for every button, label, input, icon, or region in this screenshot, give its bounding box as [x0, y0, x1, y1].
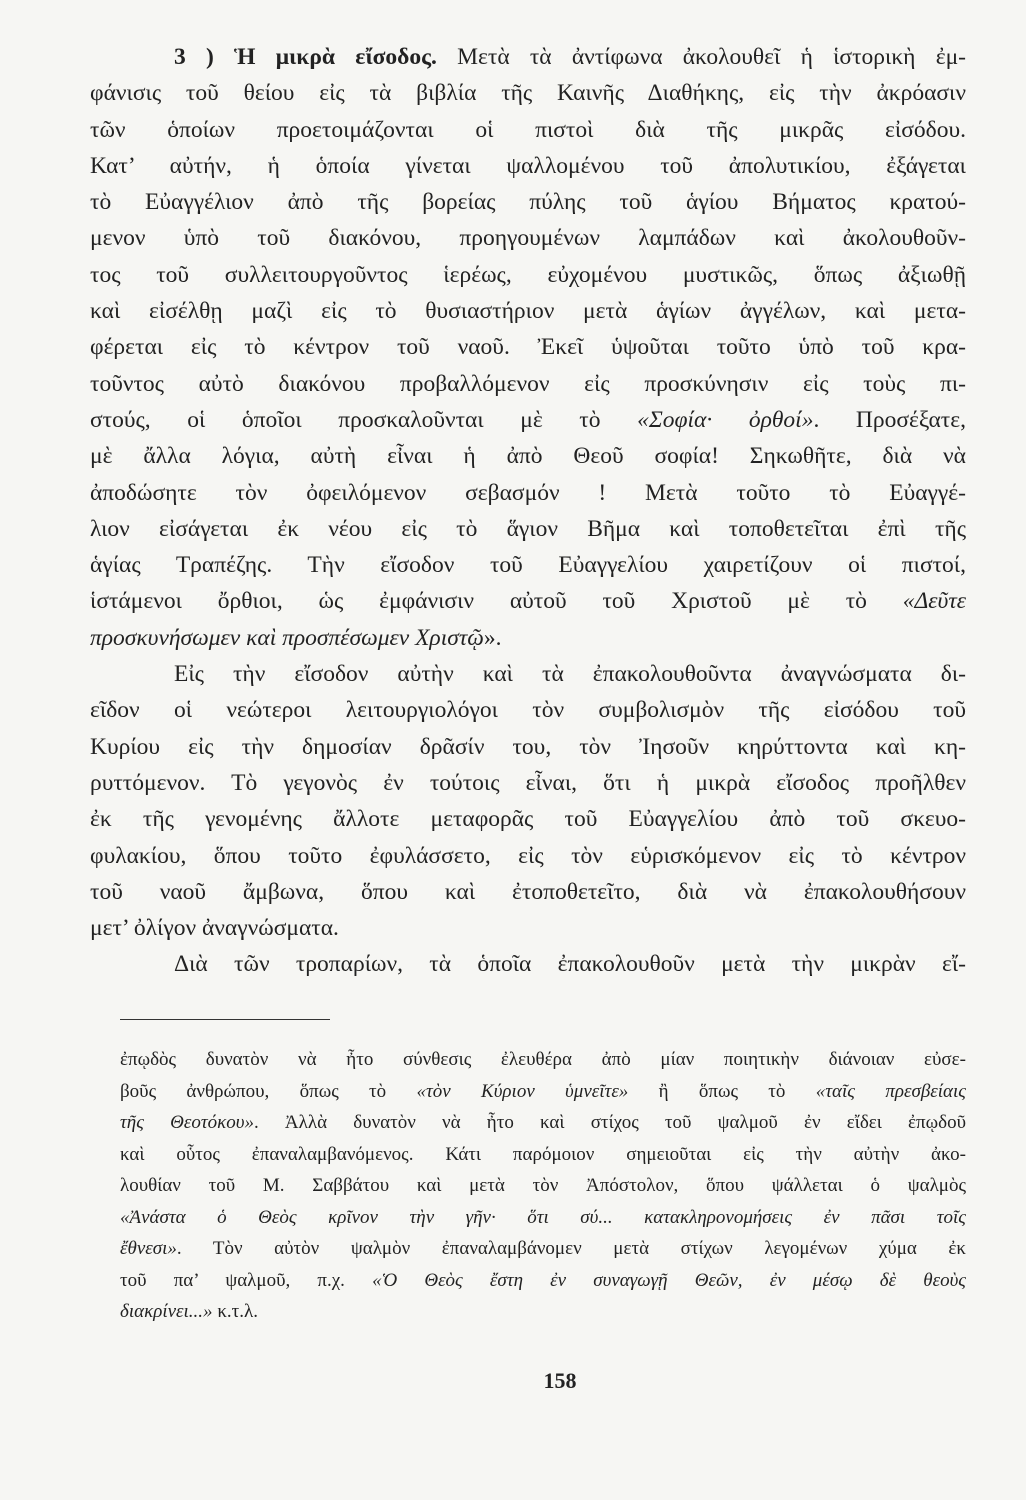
quoted-text: «τὸν Κύριον ὑμνεῖτε»: [416, 1080, 629, 1102]
text-line: φέρεται εἰς τὸ κέντρον τοῦ ναοῦ. Ἐκεῖ ὑψοῦται τοῦτο ὑπὸ τοῦ κρα-: [90, 334, 966, 361]
text-segment: Μετὰ τὰ ἀντίφωνα ἀκολουθεῖ ἡ ἱστορικὴ ἐμ-: [457, 44, 966, 70]
footnote-separator: [120, 1019, 330, 1020]
footnote-line: καὶ οὗτος ἐπαναλαμβανόμενος. Κάτι παρόμοιον σημειοῦται εἰς τὴν αὐτὴν ἀκο-: [120, 1143, 966, 1165]
footnote-line: ἐπῳδὸς δυνατὸν νὰ ἦτο σύνθεσις ἐλευθέρα ἀπὸ μίαν ποιητικὴν διάνοιαν εὐσε-: [120, 1049, 966, 1070]
text-line: ἐκ τῆς γενομένης ἄλλοτε μεταφορᾶς τοῦ Εὐαγγελίου ἀπὸ τοῦ σκευο-: [90, 806, 966, 833]
quoted-text: ἔθνεσι»: [120, 1238, 177, 1259]
quoted-text: «Σοφία· ὀρθοί»: [637, 406, 814, 433]
footnote: [120, 1044, 966, 1328]
text-line: μὲ ἄλλα λόγια, αὐτὴ εἶναι ἡ ἀπὸ Θεοῦ σοφία! Σηκωθῆτε, διὰ νὰ: [90, 443, 966, 470]
footnote-line: [120, 1107, 966, 1139]
text-segment: ἢ ὅπως τὸ: [658, 1080, 786, 1102]
text-line: φυλακίου, ὅπου τοῦτο ἐφυλάσσετο, εἰς τὸν εὑρισκόμενον εἰς τὸ κέντρον: [90, 842, 966, 869]
text-line: μετ’ ὀλίγον ἀναγνώσματα.: [90, 915, 339, 942]
text-line: φάνισις τοῦ θείου εἰς τὰ βιβλία τῆς Καινῆς Διαθήκης, εἰς τὴν ἀκρόασιν: [90, 80, 966, 107]
text-line: καὶ εἰσέλθῃ μαζὶ εἰς τὸ θυσιαστήριον μετὰ ἁγίων ἀγγέλων, καὶ μετα-: [90, 298, 966, 325]
text-line: λιον εἰσάγεται ἐκ νέου εἰς τὸ ἅγιον Βῆμα καὶ τοποθετεῖται ἐπὶ τῆς: [90, 515, 966, 542]
text-segment: στούς, οἱ ὁποῖοι προσκαλοῦνται μὲ τὸ: [90, 406, 601, 433]
text-line: [90, 620, 966, 656]
footnote-line: λουθίαν τοῦ Μ. Σαββάτου καὶ μετὰ τὸν Ἀπόστολον, ὅπου ψάλλεται ὁ ψαλμὸς: [120, 1175, 966, 1196]
text-segment: . Προσέξατε,: [813, 406, 966, 433]
text-line: ρυττόμενον. Τὸ γεγονὸς ἐν τούτοις εἶναι, ὅτι ἡ μικρὰ εἴσοδος προῆλθεν: [90, 769, 966, 796]
text-line: [90, 39, 966, 75]
text-line: τὸ Εὐαγγέλιον ἀπὸ τῆς βορείας πύλης τοῦ ἁγίου Βήματος κρατού-: [90, 189, 966, 216]
text-line: Εἰς τὴν εἴσοδον αὐτὴν καὶ τὰ ἐπακολουθοῦντα ἀναγνώσματα δι-: [174, 661, 966, 688]
footnote-line: [120, 1265, 966, 1297]
text-line: μενον ὑπὸ τοῦ διακόνου, προηγουμένων λαμπάδων καὶ ἀκολουθοῦν-: [90, 225, 966, 252]
text-line: [90, 402, 966, 438]
main-text: [90, 39, 966, 983]
paragraph: [90, 946, 966, 982]
quoted-text: διακρίνει...»: [120, 1301, 213, 1322]
footnote-line: [120, 1076, 966, 1108]
quoted-text: «Ὁ Θεὸς ἔστη ἐν συναγωγῇ Θεῶν, ἐν μέσῳ δὲ θεοὺς: [372, 1269, 966, 1291]
page-number: 158: [543, 1368, 577, 1393]
quoted-text: τῆς Θεοτόκου»: [120, 1112, 254, 1133]
text-line: εῖδον οἱ νεώτεροι λειτουργιολόγοι τὸν συμβολισμὸν τῆς εἰσόδου τοῦ: [90, 697, 966, 724]
quoted-text: προσκυνήσωμεν καὶ προσπέσωμεν Χριστῷ: [90, 624, 484, 651]
text-line: τος τοῦ συλλειτουργοῦντος ἱερέως, εὐχομένου μυστικῶς, ὅπως ἀξιωθῇ: [90, 261, 966, 288]
text-line: ἀποδώσητε τὸν ὀφειλόμενον σεβασμόν ! Μετὰ τοῦτο τὸ Εὐαγγέ-: [90, 479, 966, 506]
text-segment: βοῦς ἀνθρώπου, ὅπως τὸ: [120, 1080, 387, 1102]
footnote-line: [120, 1296, 966, 1328]
text-segment: ἱστάμενοι ὄρθιοι, ὡς ἐμφάνισιν αὐτοῦ τοῦ Χριστοῦ μὲ τὸ: [90, 588, 867, 615]
text-line: Διὰ τῶν τροπαρίων, τὰ ὁποῖα ἐπακολουθοῦν μετὰ τὴν μικρὰν εἴ-: [174, 951, 966, 978]
text-segment: . Τὸν αὐτὸν ψαλμὸν ἐπαναλαμβάνομεν μετὰ στίχων λεγομένων χύμα ἐκ: [176, 1238, 966, 1259]
text-segment: τοῦ πα’ ψαλμοῦ, π.χ.: [120, 1269, 345, 1291]
text-line: Κατ’ αὐτήν, ἡ ὁποία γίνεται ψαλλομένου τοῦ ἀπολυτικίου, ἐξάγεται: [90, 152, 966, 179]
footnote-line: «Ἀνάστα ὁ Θεὸς κρῖνον τὴν γῆν· ὅτι σύ... κατακληρονομήσεις ἐν πᾶσι τοῖς: [120, 1206, 966, 1228]
text-segment: ».: [483, 624, 502, 651]
text-line: [90, 583, 966, 619]
quoted-text: «ταῖς πρεσβείαις: [815, 1080, 966, 1102]
paragraph: [90, 39, 966, 656]
text-line: τῶν ὁποίων προετοιμάζονται οἱ πιστοὶ διὰ τῆς μικρᾶς εἰσόδου.: [90, 116, 966, 143]
text-line: τοῦντος αὐτὸ διακόνου προβαλλόμενον εἰς προσκύνησιν εἰς τοὺς πι-: [90, 370, 966, 397]
text-segment: κ.τ.λ.: [217, 1301, 258, 1322]
text-segment: . Ἀλλὰ δυνατὸν νὰ ἦτο καὶ στίχος τοῦ ψαλμοῦ ἐν εἴδει ἐπῳδοῦ: [253, 1112, 966, 1133]
paragraph: [90, 656, 966, 946]
text-line: ἁγίας Τραπέζης. Τὴν εἴσοδον τοῦ Εὐαγγελίου χαιρετίζουν οἱ πιστοί,: [90, 552, 966, 579]
footnote-line: [120, 1233, 966, 1265]
quoted-text: «Δεῦτε: [902, 588, 966, 615]
text-line: τοῦ ναοῦ ἄμβωνα, ὅπου καὶ ἐτοποθετεῖτο, διὰ νὰ ἐπακολουθήσουν: [90, 878, 966, 905]
text-line: Κυρίου εἰς τὴν δημοσίαν δρᾶσίν του, τὸν Ἰησοῦν κηρύττοντα καὶ κη-: [90, 733, 966, 760]
section-heading: 3 ) Ἡ μικρὰ εἴσοδος.: [174, 44, 437, 70]
